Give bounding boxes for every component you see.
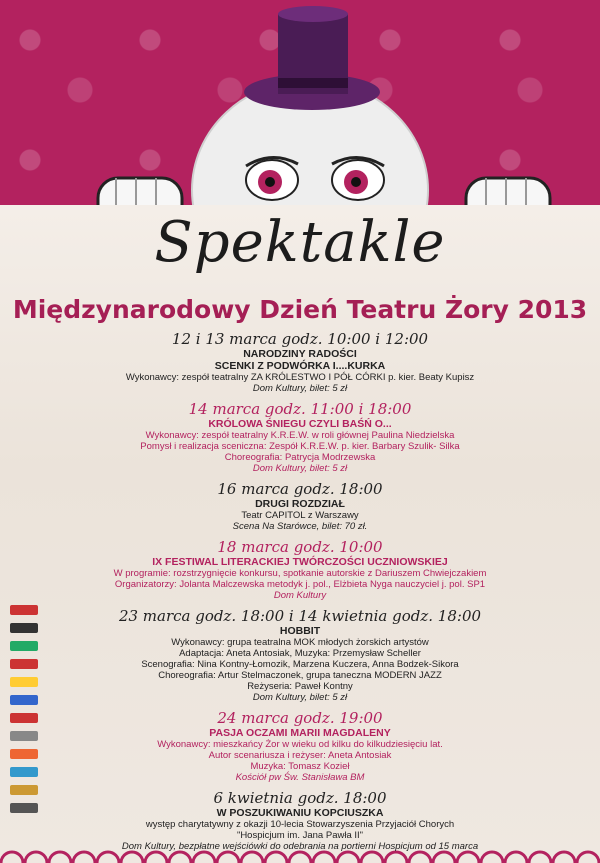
event-detail: Muzyka: Tomasz Kozieł [250, 761, 350, 772]
event-detail: Wykonawcy: grupa teatralna MOK młodych żorskich artystów [171, 637, 429, 648]
event-detail: "Hospicjum im. Jana Pawła II" [236, 830, 364, 841]
hat-band [278, 78, 348, 88]
event-detail: Dom Kultury, bilet: 5 zł [252, 692, 348, 703]
event-detail: Organizatorzy: Jolanta Malczewska metodyk j. pol., Elżbieta Nyga nauczyciel j. pol. SP1 [114, 579, 486, 590]
event-date: 12 i 13 marca godz. 10:00 i 12:00 [171, 330, 429, 348]
event-date: 18 marca godz. 10:00 [217, 538, 383, 556]
event-detail: Autor scenariusza i reżyser: Aneta Antosiak [208, 750, 392, 761]
event-detail: Wykonawcy: zespół teatralny K.R.E.W. w roli głównej Paulina Niedzielska [145, 430, 455, 441]
sponsor-logo [10, 713, 38, 723]
event-date: 16 marca godz. 18:00 [217, 480, 383, 498]
event-detail: Pomysł i realizacja sceniczna: Zespół K.R.E.W. p. kier. Barbary Szulik- Silka [140, 441, 460, 452]
sponsor-logo-column [10, 605, 40, 835]
event-title: NARODZINY RADOŚCI [243, 348, 357, 360]
event-date: 14 marca godz. 11:00 i 18:00 [188, 400, 412, 418]
event-block [0, 400, 600, 474]
event-detail: Dom Kultury, bilet: 5 zł [252, 383, 348, 394]
event-title: KRÓLOWA ŚNIEGU CZYLI BAŚŃ O... [208, 418, 392, 430]
event-block [0, 330, 600, 394]
event-block [0, 789, 600, 852]
sponsor-logo [10, 785, 38, 795]
sponsor-logo [10, 623, 38, 633]
event-detail: Wykonawcy: mieszkańcy Żor w wieku od kilku do kilkudziesięciu lat. [157, 739, 443, 750]
event-detail: Teatr CAPITOL z Warszawy [241, 510, 359, 521]
event-detail: Choreografia: Patrycja Modrzewska [224, 452, 376, 463]
event-detail: Scena Na Starówce, bilet: 70 zł. [232, 521, 368, 532]
event-detail: Adaptacja: Aneta Antosiak, Muzyka: Przemysław Scheller [179, 648, 421, 659]
event-detail: Reżyseria: Paweł Kontny [247, 681, 353, 692]
event-title: DRUGI ROZDZIAŁ [255, 498, 345, 510]
event-title: HOBBIT [279, 625, 321, 637]
event-detail: Dom Kultury, bezpłatne wejściówki do odebrania na portierni Hospicjum od 15 marca [121, 841, 479, 852]
poster-title: Spektakle [154, 210, 446, 275]
sponsor-logo [10, 605, 38, 615]
event-date: 6 kwietnia godz. 18:00 [213, 789, 387, 807]
sponsor-logo [10, 767, 38, 777]
sponsor-logo [10, 659, 38, 669]
event-detail: Choreografia: Artur Stelmaczonek, grupa taneczna MODERN JAZZ [158, 670, 442, 681]
poster-subtitle: Międzynarodowy Dzień Teatru Żory 2013 [12, 295, 588, 324]
sponsor-logo [10, 803, 38, 813]
event-detail: W programie: rozstrzygnięcie konkursu, spotkanie autorskie z Dariuszem Chwiejczakiem [113, 568, 487, 579]
event-title: SCENKI Z PODWÓRKA I....KURKA [214, 360, 386, 372]
event-block [0, 607, 600, 703]
event-detail: Scenografia: Nina Kontny-Łomozik, Marzena Kuczera, Anna Bodzek-Sikora [141, 659, 459, 670]
event-title: W POSZUKIWANIU KOPCIUSZKA [216, 807, 384, 819]
sponsor-logo [10, 749, 38, 759]
event-block [0, 480, 600, 532]
sponsor-logo [10, 641, 38, 651]
sponsor-logo [10, 677, 38, 687]
event-title: PASJA OCZAMI MARII MAGDALENY [209, 727, 391, 739]
event-date: 23 marca godz. 18:00 i 14 kwietnia godz. 18:00 [118, 607, 482, 625]
sponsor-logo [10, 695, 38, 705]
event-detail: występ charytatywny z okazji 10-lecia Stowarzyszenia Przyjaciół Chorych [145, 819, 455, 830]
event-detail: Dom Kultury, bilet: 5 zł [252, 463, 348, 474]
event-block [0, 538, 600, 601]
event-detail: Wykonawcy: zespół teatralny ZA KRÓLESTWO I PÓŁ CÓRKI p. kier. Beaty Kupisz [125, 372, 475, 383]
event-title: IX FESTIWAL LITERACKIEJ TWÓRCZOŚCI UCZNIOWSKIEJ [152, 556, 448, 568]
event-list [0, 330, 600, 852]
event-block [0, 709, 600, 783]
event-date: 24 marca godz. 19:00 [217, 709, 383, 727]
event-detail: Dom Kultury [273, 590, 327, 601]
event-detail: Kościół pw Św. Stanisława BM [235, 772, 365, 783]
sponsor-logo [10, 731, 38, 741]
